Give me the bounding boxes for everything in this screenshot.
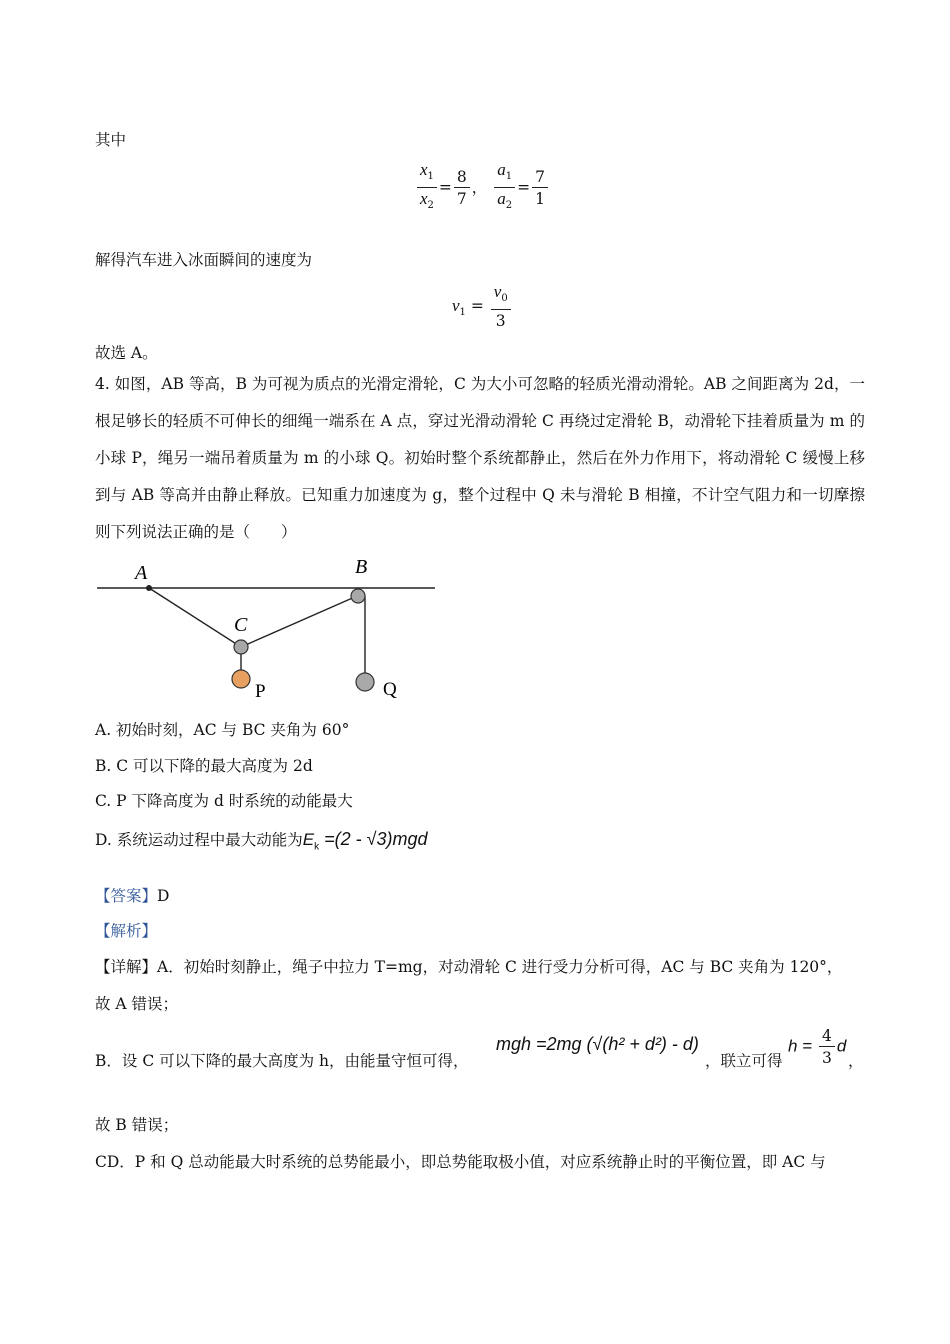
answer-line <box>95 884 169 906</box>
answer-value: D <box>157 887 170 905</box>
option-a: A. 初始时刻，AC 与 BC 夹角为 60° <box>95 721 350 739</box>
label-c: C <box>234 614 248 636</box>
analysis-tag: 【解析】 <box>95 922 158 940</box>
label-a: A <box>135 562 148 584</box>
detail-b-result: h = $\frac{4}{3}$ d <box>788 1027 847 1067</box>
detail-cd-line: CD．P 和 Q 总动能最大时系统的总势能最小，即总势能取极小值，对应系统静止时的平衡位置，即 AC 与 <box>95 1153 826 1171</box>
pulley-b <box>351 589 365 603</box>
rope-ac <box>149 588 241 647</box>
option-b: B. C 可以下降的最大高度为 2d <box>95 757 313 775</box>
ball-q <box>356 673 374 691</box>
pulley-figure <box>95 555 440 705</box>
detail-b-end: ， <box>848 1052 864 1070</box>
equation-ratios: $\frac{x_1}{x_2}$ = $\frac{8}{7}$ ， $\frac{a_1}{a_2}$ = $\frac{7}{1}$ <box>415 160 550 217</box>
label-q: Q <box>383 679 397 700</box>
option-c: C. P 下降高度为 d 时系统的动能最大 <box>95 792 353 810</box>
fraction-x-value: $\frac{8}{7}$ <box>454 167 470 210</box>
fraction-x: $\frac{x_1}{x_2}$ <box>417 160 437 217</box>
detail-b-mid: ，联立可得 <box>705 1052 783 1070</box>
rope-cb <box>241 596 357 647</box>
detail-b-line2: 故 B 错误； <box>95 1116 179 1134</box>
label-b: B <box>355 556 368 578</box>
fraction-four-thirds: $\frac{4}{3}$ <box>819 1026 835 1069</box>
choose-line: 故选 A。 <box>95 344 158 362</box>
option-d-formula: $E_k =(2 - √3)mgd$ <box>302 829 428 853</box>
detail-b-formula: mgh =2mg (√(h² + d²) - d) <box>496 1034 699 1054</box>
ball-p <box>232 670 250 688</box>
option-d-text: D. 系统运动过程中最大动能为 <box>95 831 303 849</box>
answer-tag: 【答案】 <box>95 887 158 905</box>
intro-label: 其中 <box>95 131 127 149</box>
fraction-velocity: $\frac{v_0}{3}$ <box>491 282 511 332</box>
question-4 <box>95 366 865 551</box>
label-p: P <box>255 681 266 702</box>
question-number: 4. <box>95 375 110 393</box>
fraction-a-value: $\frac{7}{1}$ <box>532 167 548 210</box>
option-d <box>95 828 428 852</box>
question-text: 如图，AB 等高，B 为可视为质点的光滑定滑轮，C 为大小可忽略的轻质光滑动滑轮。AB 之间距离为 2d，一根足够长的轻质不可伸长的细绳一端系在 A 点，穿过光滑动滑轮 C 再绕过定滑轮 B，动滑轮下挂着质量为 m 的小球 P，绳另一端吊着质量为 m 的小球 Q。初始时整个系统都静止，然后在外力作用下，将动滑轮 C 缓慢上移到与 AB 等高并由静止释放。已知重力加速度为 g，整个过程中 Q 未与滑轮 B 相撞，不计空气阻力和一切摩擦则下列说法正确的是（ ） <box>95 375 865 541</box>
fraction-a: $\frac{a_1}{a_2}$ <box>494 160 515 217</box>
detail-a-line2: 故 A 错误； <box>95 995 179 1013</box>
equation-velocity: $v_1$ = $\frac{v_0}{3}$ <box>452 282 513 332</box>
pulley-c <box>234 640 248 654</box>
detail-b-prefix: B．设 C 可以下降的最大高度为 h，由能量守恒可得， <box>95 1052 469 1070</box>
detail-a-line1: 【详解】A．初始时刻静止，绳子中拉力 T=mg，对动滑轮 C 进行受力分析可得，AC 与 BC 夹角为 120°， <box>95 958 843 976</box>
solve-label: 解得汽车进入冰面瞬间的速度为 <box>95 251 313 269</box>
